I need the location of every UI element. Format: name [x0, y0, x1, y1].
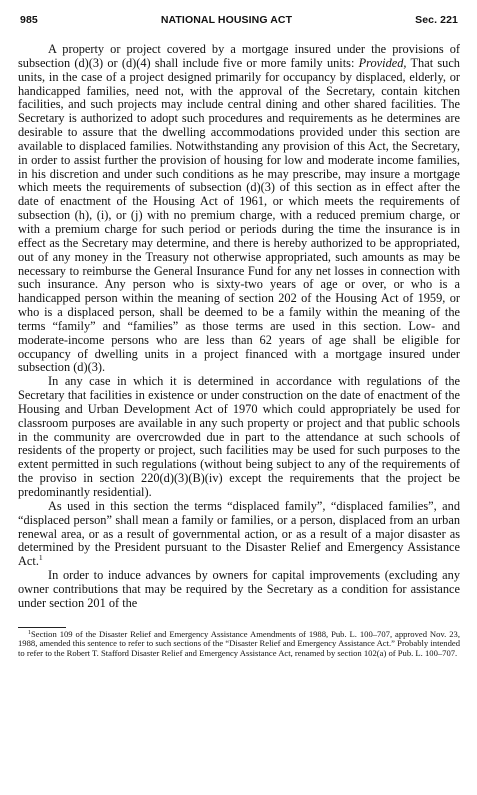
provided-term: Provided, — [358, 55, 407, 70]
page-header — [18, 14, 460, 26]
running-title: NATIONAL HOUSING ACT — [160, 14, 293, 26]
paragraph-3 — [18, 500, 460, 569]
paragraph-3-text: As used in this section the terms “displaced family”, “displaced families”, and “displaced person” shall mean a family or families, or a person, displaced from an urban renewal area, or as a result of governmental action, or as a result of a major disaster as determined by the President pursuant to the Disaster Relief and Emergency Assistance Act. — [18, 498, 460, 569]
footnote-reference[interactable]: 1 — [38, 553, 43, 563]
paragraph-1-text-b: That such units, in the case of a project designed primarily for occupancy by displaced, elderly, or handicapped families, need not, with the approval of the Secretary, contain kitchen facilities, and such projects may include central dining and other shared facilities. The Secretary is authorized to adopt such procedures and requirements as he determines are desirable to assure that the dwelling accommodations provided under this section are available to displaced families. Notwithstanding any provision of this Act, the Secretary, in order to assist further the provision of housing for low and moderate income families, in his discretion and under such conditions as he may prescribe, may insure a mortgage which meets the requirements of subsection (d)(3) of this section as in effect after the date of enactment of the Housing Act of 1961, or which meets the requirements of subsection (h), (i), or (j) with no premium charge, with a reduced premium charge, or with a premium charge for such period or periods during the time the insurance is in effect as the Secretary may determine, and there is hereby authorized to be appropriated, out of any money in the Treasury not otherwise appropriated, such amounts as may be necessary to reimburse the General Insurance Fund for any net losses in connection with such insurance. Any person who is sixty-two years of age or over, or who is a handicapped person within the meaning of section 202 of the Housing Act of 1959, or who is a displaced person, shall be deemed to be a family within the meaning of the terms “family” and “families” as those terms are used in this section. Low- and moderate-income persons who are less than 62 years of age shall be eligible for occupancy of dwelling units in a project financed with a mortgage insured under subsection (d)(3). — [18, 55, 460, 375]
paragraph-1-text-a: A property or project covered by a mortgage insured under the provisions of subsection (d)(3) or (d)(4) shall include five or more family units: — [18, 42, 460, 70]
footnote — [18, 630, 460, 659]
page-number: 985 — [20, 14, 38, 26]
body-text — [18, 43, 460, 611]
footnote-divider — [18, 627, 66, 628]
footnote-text: Section 109 of the Disaster Relief and Emergency Assistance Amendments of 1988, Pub. L. 100–707, approved Nov. 23, 1988, amended this sentence to refer to such sections of the “Disaster Relief and Emergency Assistance Act.” Probably intended to refer to the Robert T. Stafford Disaster Relief and Emergency Assistance Act, renamed by section 102(a) of Pub. L. 100–707. — [18, 628, 460, 658]
paragraph-2: In any case in which it is determined in accordance with regulations of the Secretary that facilities in existence or under construction on the date of enactment of the Housing and Urban Development Act of 1970 which could appropriately be used for classroom purposes are available in any such property or project and that public schools in the community are overcrowded due in part to the attendance at such schools of residents of the property or project, such facilities may be used for such purposes to the extent permitted in such regulations (without being subject to any of the requirements of the proviso in section 220(d)(3)(B)(iv) except the requirements that the project be predominantly residential). — [18, 374, 460, 499]
section-label: Sec. 221 — [415, 14, 458, 26]
paragraph-1 — [18, 43, 460, 375]
document-page — [18, 14, 460, 658]
paragraph-4: In order to induce advances by owners for capital improvements (excluding any owner contributions that may be required by the Secretary as a condition for assistance under section 201 of the — [18, 568, 460, 610]
footnote-mark: 1 — [28, 629, 31, 636]
